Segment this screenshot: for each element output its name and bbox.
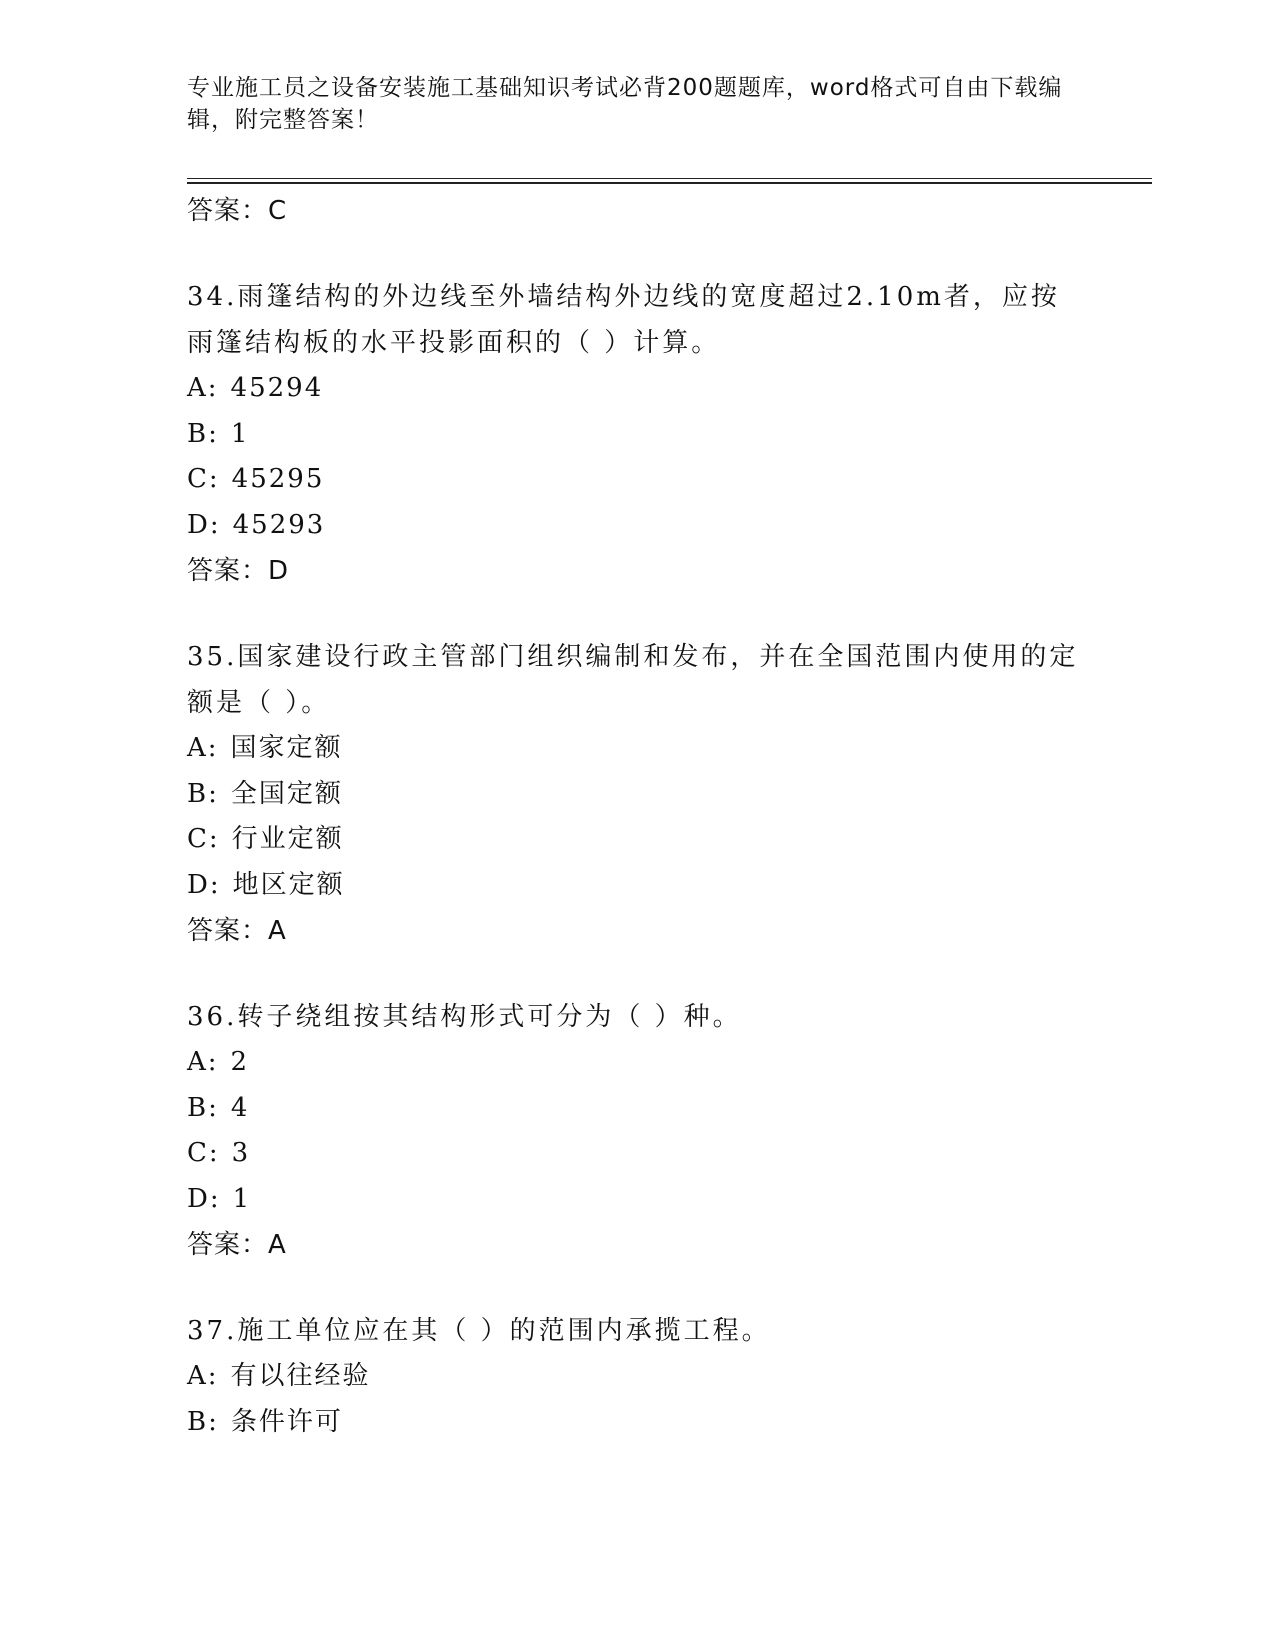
option-value: 45294 <box>230 373 324 403</box>
option-d <box>187 1177 1087 1223</box>
question-34 <box>187 274 1087 594</box>
option-value: 1 <box>230 418 250 449</box>
option-a <box>187 726 1087 772</box>
question-35 <box>187 634 1087 954</box>
option-label: A: <box>187 733 219 763</box>
option-b <box>187 1400 1087 1446</box>
leading-answer: 答案：C <box>187 196 288 226</box>
option-value: 4 <box>230 1092 250 1123</box>
option-value: 国家定额 <box>230 733 343 763</box>
document-header: 专业施工员之设备安装施工基础知识考试必背200题题库，word格式可自由下载编辑，附完整答案！ <box>187 75 1063 133</box>
question-text: 37.施工单位应在其（ ）的范围内承揽工程。 <box>187 1316 771 1346</box>
option-b <box>187 772 1087 818</box>
question-text: 35.国家建设行政主管部门组织编制和发布，并在全国范围内使用的定额是（ ）。 <box>187 642 1079 718</box>
option-c <box>187 1131 1087 1177</box>
option-d <box>187 863 1087 909</box>
option-label: B: <box>187 1406 219 1437</box>
option-value: 3 <box>231 1138 251 1168</box>
option-label: C: <box>187 464 220 494</box>
option-label: D: <box>187 869 221 900</box>
answer-line: 答案：A <box>187 1230 287 1260</box>
option-c <box>187 817 1087 863</box>
option-a <box>187 1354 1087 1400</box>
option-value: 45295 <box>231 464 325 494</box>
option-label: A: <box>187 373 219 403</box>
question-text: 36.转子绕组按其结构形式可分为（ ）种。 <box>187 1002 742 1032</box>
option-value: 有以往经验 <box>230 1361 371 1391</box>
option-label: B: <box>187 1092 219 1123</box>
question-text: 34.雨篷结构的外边线至外墙结构外边线的宽度超过2.10m者，应按雨篷结构板的水平投影面积的（ ）计算。 <box>187 282 1060 358</box>
option-label: C: <box>187 1138 220 1168</box>
option-d <box>187 503 1087 549</box>
option-value: 1 <box>232 1183 252 1214</box>
option-value: 行业定额 <box>231 824 344 854</box>
option-label: D: <box>187 1183 221 1214</box>
option-c <box>187 457 1087 503</box>
option-value: 地区定额 <box>232 869 345 900</box>
option-label: C: <box>187 824 220 854</box>
option-label: B: <box>187 418 219 449</box>
header-divider-thin <box>187 178 1152 179</box>
question-36 <box>187 994 1087 1268</box>
question-list <box>187 188 1087 1445</box>
option-label: A: <box>187 1361 219 1391</box>
header-divider-thick <box>187 182 1152 184</box>
option-value: 条件许可 <box>230 1406 343 1437</box>
option-value: 2 <box>230 1047 250 1077</box>
option-a <box>187 1040 1087 1086</box>
question-37 <box>187 1308 1087 1445</box>
option-value: 全国定额 <box>230 778 343 809</box>
answer-line: 答案：D <box>187 556 290 586</box>
option-value: 45293 <box>232 509 326 540</box>
answer-line: 答案：A <box>187 916 287 946</box>
option-label: A: <box>187 1047 219 1077</box>
option-a <box>187 366 1087 412</box>
option-b <box>187 1086 1087 1132</box>
option-b <box>187 412 1087 458</box>
option-label: B: <box>187 778 219 809</box>
option-label: D: <box>187 509 221 540</box>
